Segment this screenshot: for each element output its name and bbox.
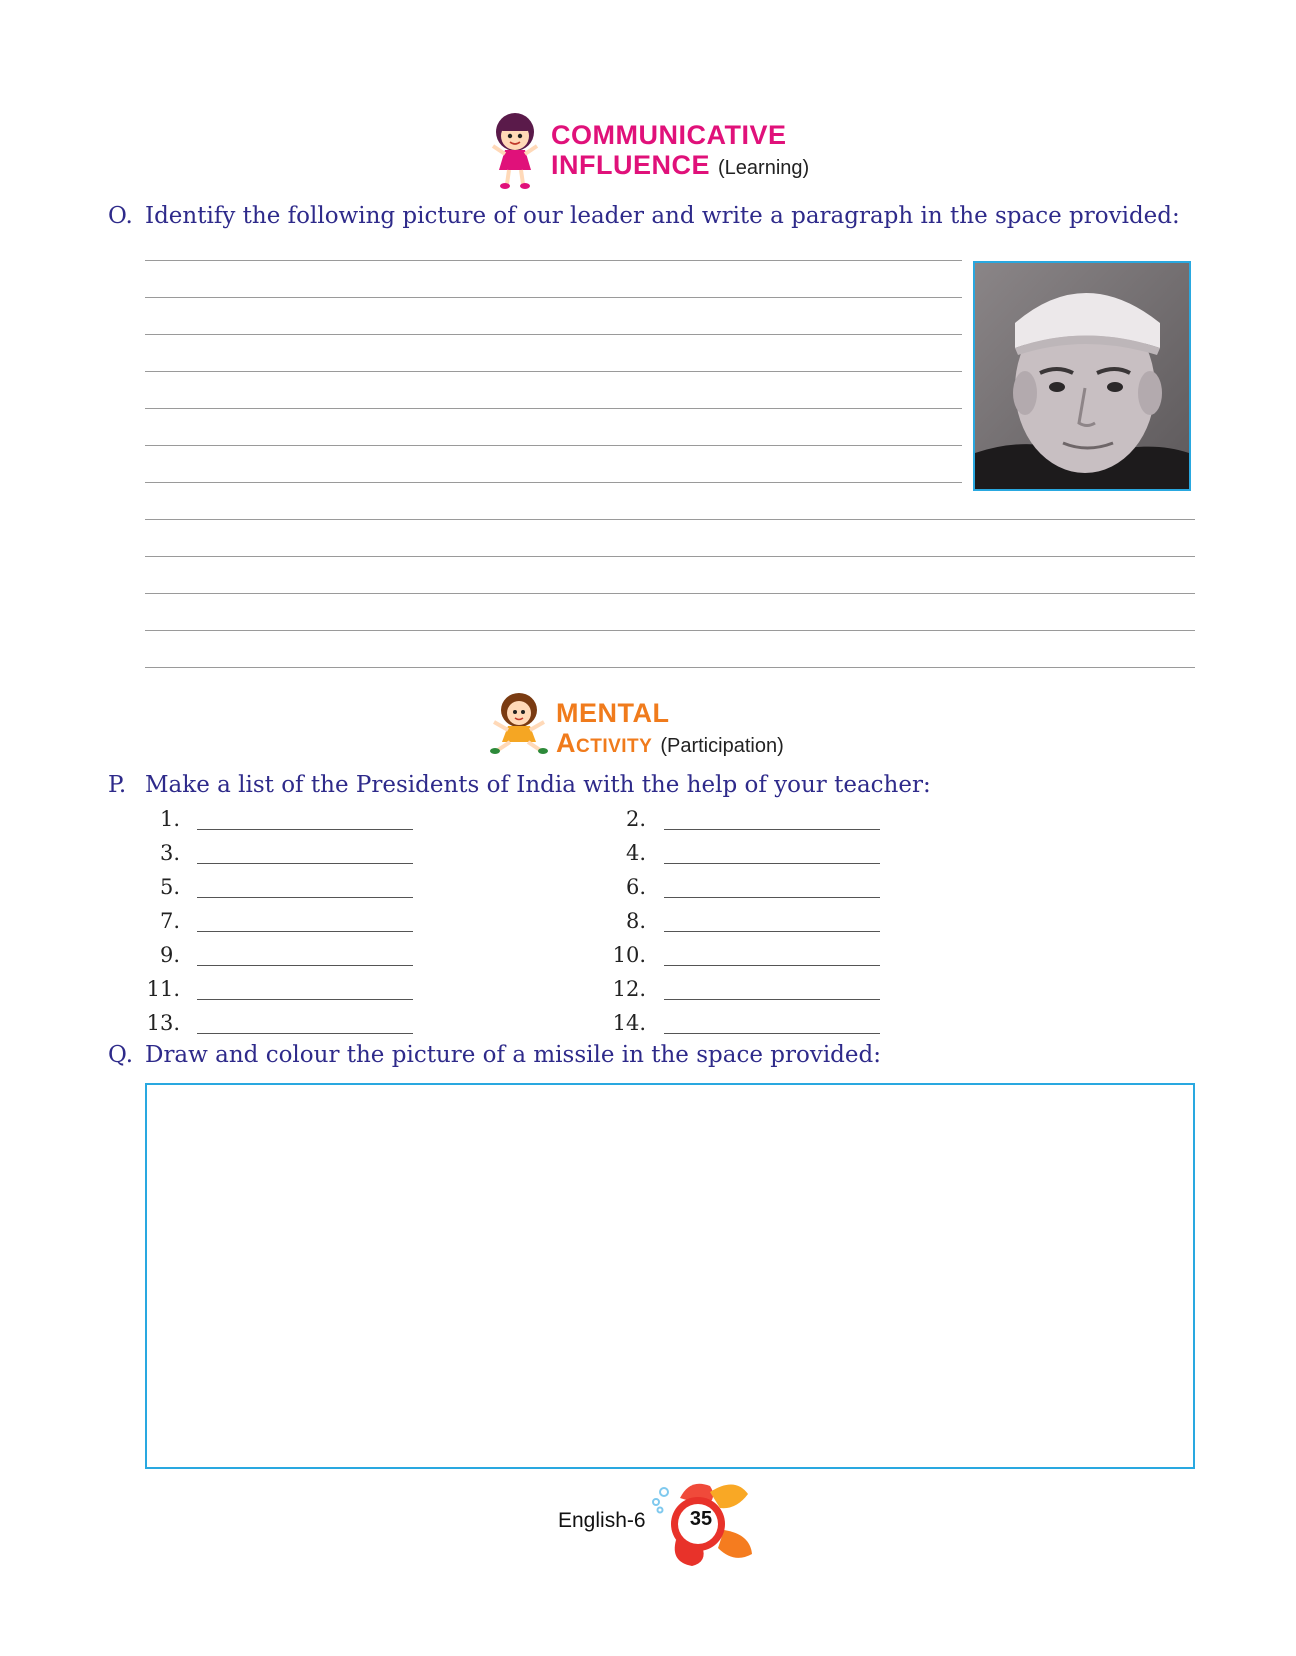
answer-line[interactable] bbox=[197, 931, 413, 932]
influence-title: INFLUENCE bbox=[551, 150, 710, 180]
drawing-box[interactable] bbox=[145, 1083, 1195, 1469]
answer-line[interactable] bbox=[664, 965, 880, 966]
answer-line[interactable] bbox=[664, 931, 880, 932]
list-number: 3. bbox=[159, 841, 180, 865]
writing-line[interactable] bbox=[145, 260, 962, 261]
communicative-title: COMMUNICATIVE bbox=[551, 120, 787, 150]
writing-line[interactable] bbox=[145, 297, 962, 298]
writing-line[interactable] bbox=[145, 519, 1195, 520]
list-number: 7. bbox=[159, 909, 180, 933]
communicative-influence-header bbox=[485, 110, 809, 190]
list-number: 8. bbox=[625, 909, 646, 933]
activity-title: Activity bbox=[556, 728, 653, 758]
page-number: 35 bbox=[689, 1508, 713, 1530]
answer-line[interactable] bbox=[197, 1033, 413, 1034]
learning-note: (Learning) bbox=[718, 157, 810, 179]
list-number: 12. bbox=[612, 977, 646, 1001]
answer-line[interactable] bbox=[664, 863, 880, 864]
writing-line[interactable] bbox=[145, 408, 962, 409]
question-text: Draw and colour the picture of a missile in the space provided: bbox=[145, 1042, 881, 1068]
answer-line[interactable] bbox=[664, 999, 880, 1000]
answer-line[interactable] bbox=[197, 897, 413, 898]
book-label: English-6 bbox=[558, 1509, 646, 1532]
writing-line[interactable] bbox=[145, 482, 962, 483]
girl-mascot-icon bbox=[485, 110, 545, 190]
question-letter: O. bbox=[108, 203, 133, 229]
writing-line[interactable] bbox=[145, 334, 962, 335]
child-mascot-icon bbox=[488, 690, 550, 756]
writing-line[interactable] bbox=[145, 630, 1195, 631]
question-text: Make a list of the Presidents of India with the help of your teacher: bbox=[145, 772, 931, 798]
list-number: 9. bbox=[159, 943, 180, 967]
leader-photo bbox=[973, 261, 1191, 491]
question-letter: Q. bbox=[108, 1042, 134, 1068]
answer-line[interactable] bbox=[664, 1033, 880, 1034]
question-p bbox=[108, 772, 931, 798]
writing-line[interactable] bbox=[145, 593, 1195, 594]
list-number: 10. bbox=[612, 943, 646, 967]
list-number: 14. bbox=[612, 1011, 646, 1035]
leader-portrait-image bbox=[975, 263, 1189, 489]
list-number: 4. bbox=[625, 841, 646, 865]
answer-line[interactable] bbox=[664, 829, 880, 830]
list-number: 13. bbox=[146, 1011, 180, 1035]
answer-line[interactable] bbox=[197, 863, 413, 864]
answer-line[interactable] bbox=[664, 897, 880, 898]
list-number: 1. bbox=[159, 807, 180, 831]
question-o bbox=[108, 203, 1180, 229]
mental-activity-header bbox=[488, 690, 784, 757]
question-text: Identify the following picture of our leader and write a paragraph in the space provided: bbox=[145, 203, 1180, 229]
question-q bbox=[108, 1042, 881, 1068]
list-number: 6. bbox=[625, 875, 646, 899]
mental-title: MENTAL bbox=[556, 698, 670, 728]
writing-line[interactable] bbox=[145, 445, 962, 446]
participation-note: (Participation) bbox=[660, 735, 784, 757]
answer-line[interactable] bbox=[197, 965, 413, 966]
list-number: 5. bbox=[159, 875, 180, 899]
question-letter: P. bbox=[108, 772, 127, 798]
list-number: 2. bbox=[625, 807, 646, 831]
writing-line[interactable] bbox=[145, 556, 1195, 557]
answer-line[interactable] bbox=[197, 829, 413, 830]
writing-line[interactable] bbox=[145, 667, 1195, 668]
list-number: 11. bbox=[146, 977, 180, 1001]
writing-line[interactable] bbox=[145, 371, 962, 372]
answer-line[interactable] bbox=[197, 999, 413, 1000]
